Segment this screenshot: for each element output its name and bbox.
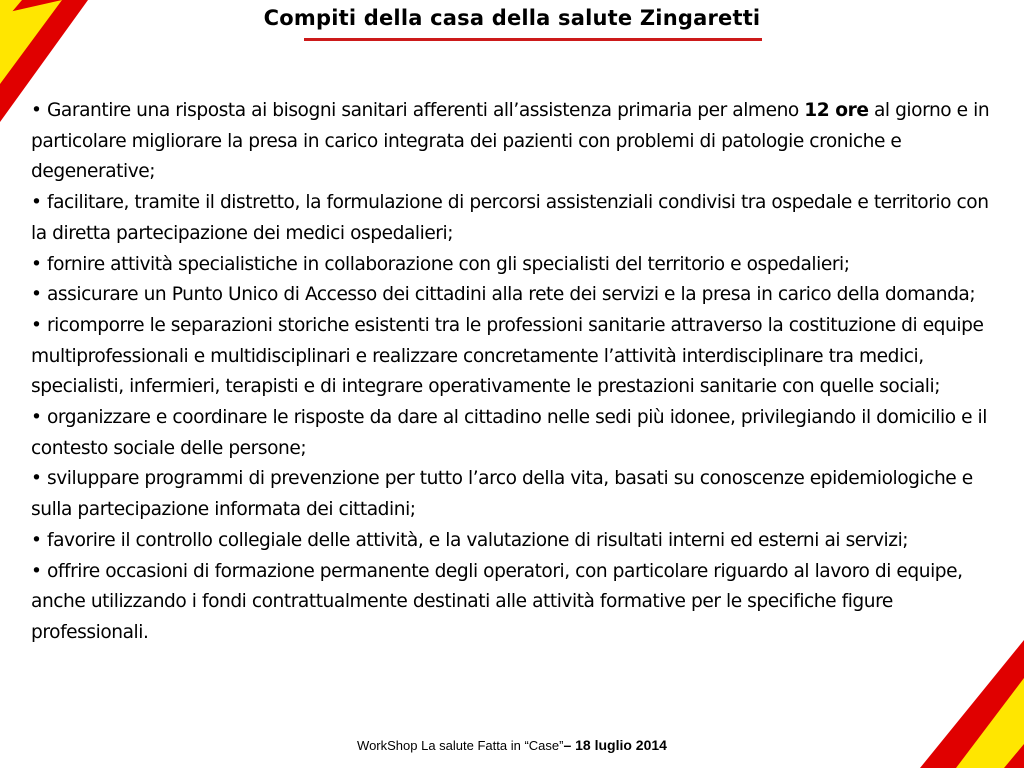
bullet-item: • offrire occasioni di formazione permanente degli operatori, con particolare riguardo al lavoro di equipe, anche utilizzando i fondi contrattualmente destinati alle attività formative per le specifiche figure professionali.	[31, 560, 963, 643]
footer-label: WorkShop La salute Fatta in “Case”	[357, 738, 564, 753]
bullet-text: • Garantire una risposta ai bisogni sanitari afferenti all’assistenza primaria per almeno	[31, 100, 805, 121]
bullet-text: al giorno e in particolare migliorare la presa in carico integrata dei pazienti con problemi di patologie croniche e degenerative;	[31, 100, 990, 183]
bullet-item: • sviluppare programmi di prevenzione per tutto l’arco della vita, basati su conoscenze epidemiologiche e sulla partecipazione informata dei cittadini;	[31, 468, 973, 521]
bullet-emphasis: 12 ore	[804, 100, 869, 121]
bullet-list	[31, 96, 999, 649]
bullet-item: • fornire attività specialistiche in collaborazione con gli specialisti del territorio e ospedalieri;	[31, 253, 850, 275]
footer-date: – 18 luglio 2014	[563, 737, 667, 753]
bullet-item	[31, 96, 999, 188]
slide-title: Compiti della casa della salute Zingaretti	[263, 6, 761, 30]
title-underline	[304, 38, 762, 41]
bullet-item: • favorire il controllo collegiale delle attività, e la valutazione di risultati interni ed esterni ai servizi;	[31, 529, 909, 551]
bullet-item: • assicurare un Punto Unico di Accesso dei cittadini alla rete dei servizi e la presa in carico della domanda;	[31, 284, 976, 306]
bullet-item: • ricomporre le separazioni storiche esistenti tra le professioni sanitarie attraverso la costituzione di equipe multiprofessionali e multidisciplinari e realizzare concretamente l’attività interdisciplinare tra medici, specialisti, infermieri, terapisti e di integrare operativamente le prestazioni sanitarie con quelle sociali;	[31, 314, 984, 398]
bullet-item: • facilitare, tramite il distretto, la formulazione di percorsi assistenziali condivisi tra ospedale e territorio con la diretta partecipazione dei medici ospedalieri;	[31, 192, 989, 244]
bullet-item: • organizzare e coordinare le risposte da dare al cittadino nelle sedi più idonee, privilegiando il domicilio e il contesto sociale delle persone;	[31, 407, 987, 459]
slide-footer	[0, 737, 1024, 753]
